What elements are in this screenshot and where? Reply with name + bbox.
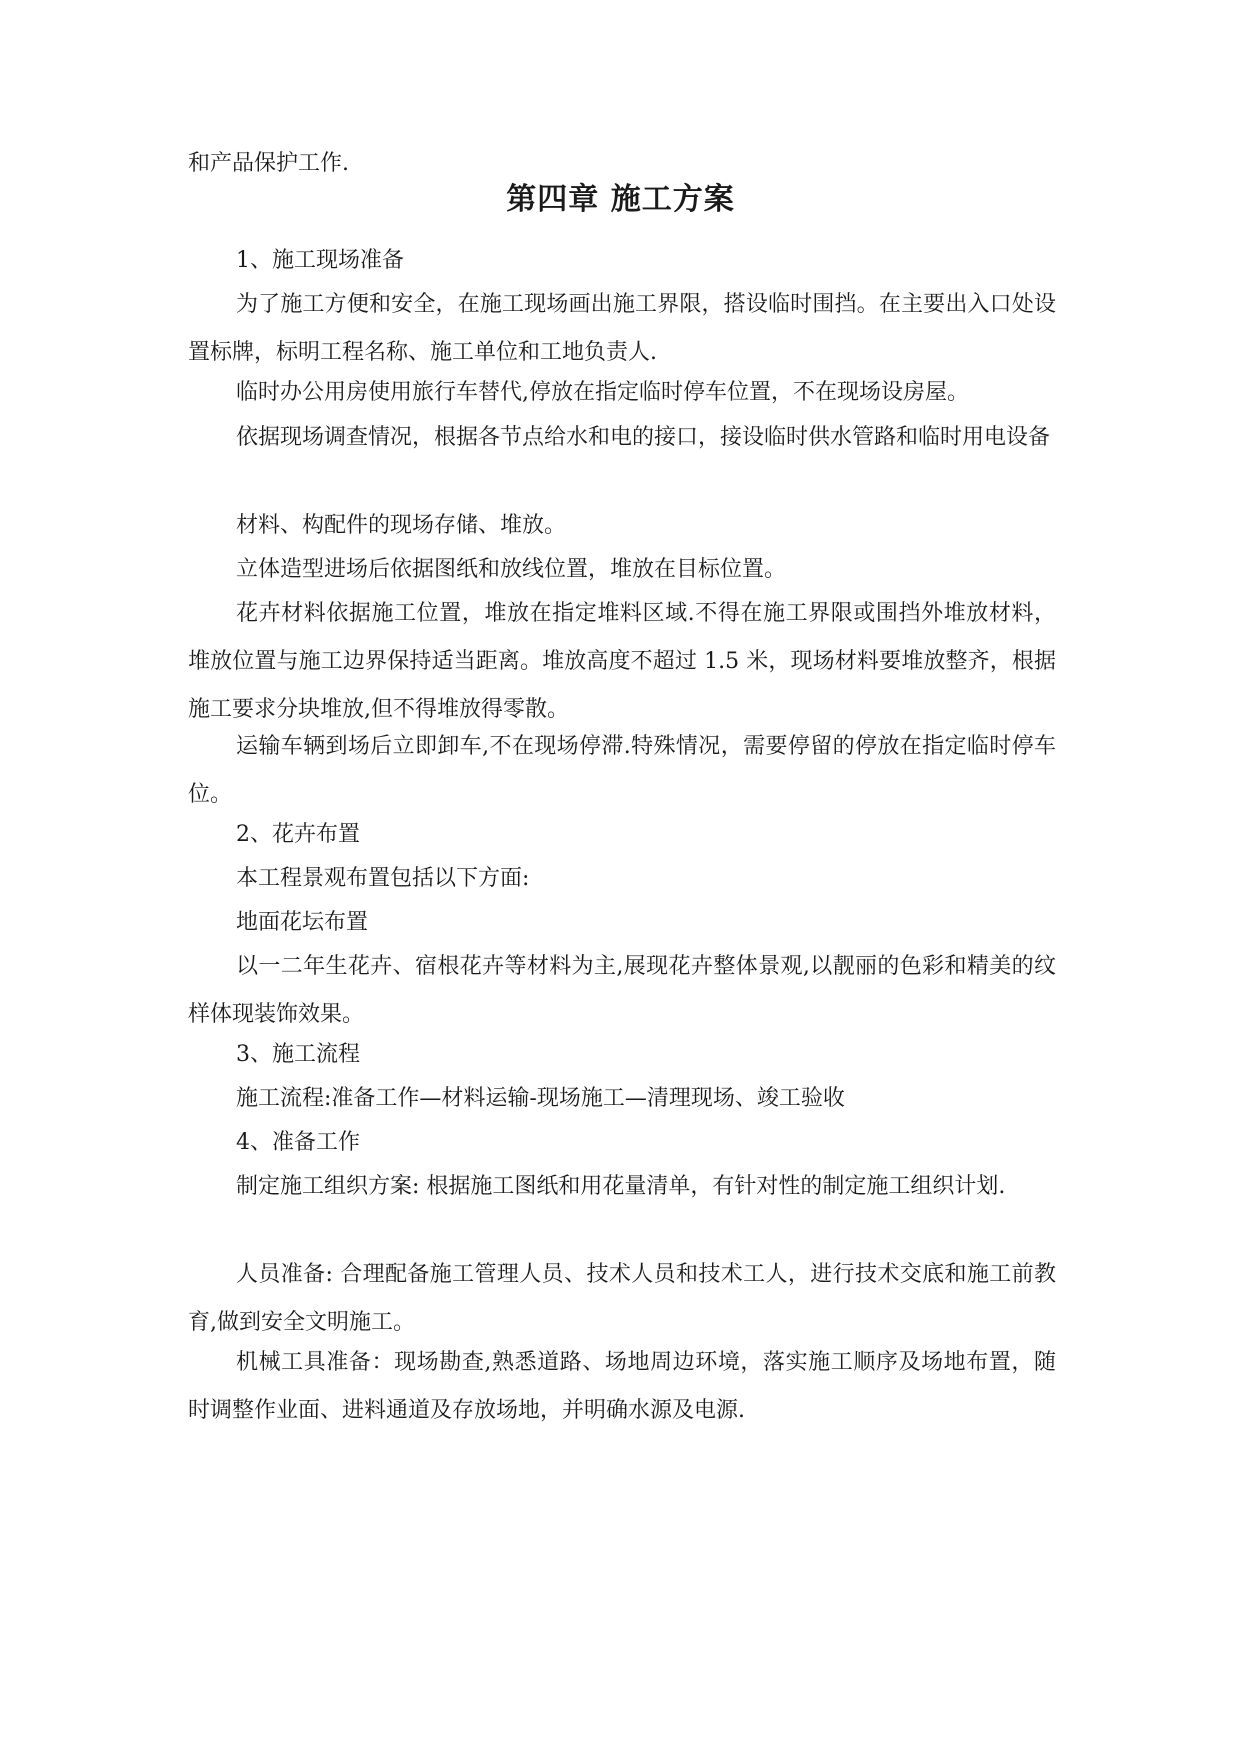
section-4-heading: 4、准备工作 bbox=[236, 1130, 360, 1155]
section-1-paragraph-5: 立体造型进场后依据图纸和放线位置，堆放在目标位置。 bbox=[236, 557, 787, 582]
section-1-paragraph-7: 运输车辆到场后立即卸车,不在现场停滞.特殊情况，需要停留的停放在指定临时停车位。 bbox=[188, 734, 1056, 807]
intro-tail-text: 和产品保护工作. bbox=[188, 151, 349, 176]
section-4-paragraph-3: 机械工具准备：现场勘查,熟悉道路、场地周边环境，落实施工顺序及场地布置，随时调整作业面、进料通道及存放场地，并明确水源及电源. bbox=[188, 1350, 1056, 1423]
section-2-paragraph-3: 以一二年生花卉、宿根花卉等材料为主,展现花卉整体景观,以靓丽的色彩和精美的纹样体现装饰效果。 bbox=[188, 954, 1056, 1027]
section-1-paragraph-6: 花卉材料依据施工位置，堆放在指定堆料区域.不得在施工界限或围挡外堆放材料，堆放位置与施工边界保持适当距离。堆放高度不超过 1.5 米，现场材料要堆放整齐，根据施工要求分块堆放,但不得堆放得零散。 bbox=[188, 601, 1056, 722]
section-4-paragraph-1: 制定施工组织方案: 根据施工图纸和用花量清单，有针对性的制定施工组织计划. bbox=[236, 1174, 1006, 1199]
chapter-title: 第四章 施工方案 bbox=[506, 182, 735, 217]
section-2-paragraph-1: 本工程景观布置包括以下方面: bbox=[236, 866, 530, 891]
section-2-heading: 2、花卉布置 bbox=[236, 822, 360, 847]
section-1-paragraph-4: 材料、构配件的现场存储、堆放。 bbox=[236, 513, 567, 538]
section-1-paragraph-1: 为了施工方便和安全，在施工现场画出施工界限，搭设临时围挡。在主要出入口处设置标牌，标明工程名称、施工单位和工地负责人. bbox=[188, 292, 1056, 365]
section-1-heading: 1、施工现场准备 bbox=[236, 248, 404, 273]
section-2-paragraph-2: 地面花坛布置 bbox=[236, 910, 369, 935]
section-3-paragraph-1: 施工流程:准备工作—材料运输-现场施工—清理现场、竣工验收 bbox=[236, 1086, 845, 1111]
section-1-paragraph-2: 临时办公用房使用旅行车替代,停放在指定临时停车位置，不在现场设房屋。 bbox=[236, 380, 969, 405]
section-3-heading: 3、施工流程 bbox=[236, 1042, 360, 1067]
section-1-paragraph-3: 依据现场调查情况，根据各节点给水和电的接口，接设临时供水管路和临时用电设备 bbox=[236, 425, 1051, 450]
section-4-paragraph-2: 人员准备: 合理配备施工管理人员、技术人员和技术工人，进行技术交底和施工前教育,做到安全文明施工。 bbox=[188, 1262, 1056, 1335]
